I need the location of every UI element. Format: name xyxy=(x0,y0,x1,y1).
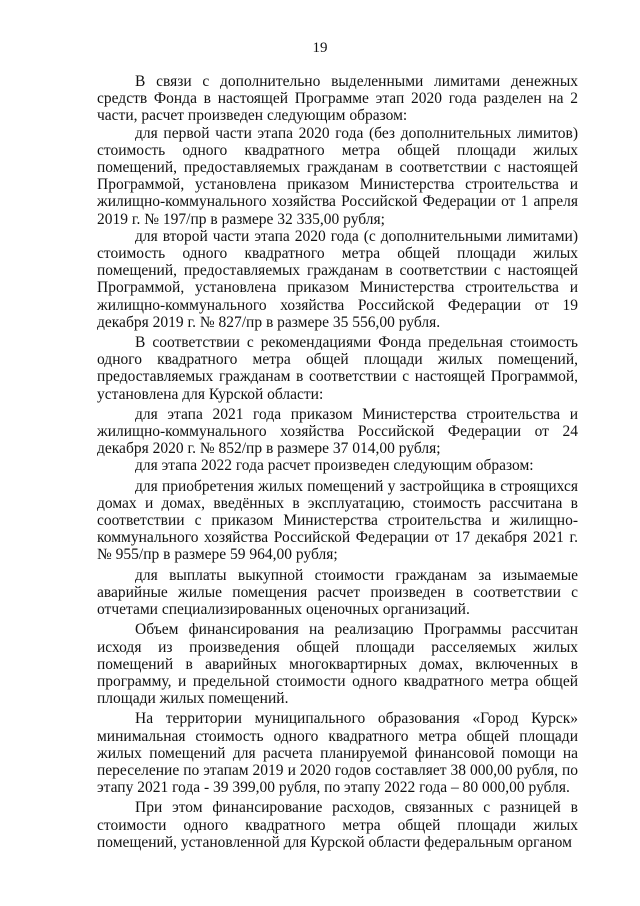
paragraph-cost-difference: При этом финансирование расходов, связанных с разницей в стоимости одного квадратного метра общей площади жилых помещений, установленной для Курской области федеральным органом xyxy=(97,799,578,851)
paragraph-developer-purchase: для приобретения жилых помещений у застройщика в строящихся домах и домах, введённых в эксплуатацию, стоимость рассчитана в соответствии с приказом Министерства строительства и жилищно-коммунального хозяйства Российской Федерации от 17 декабря 2021 г. № 955/пр в размере 59 964,00 рубля; xyxy=(97,477,578,564)
paragraph-financing-volume: Объем финансирования на реализацию Программы рассчитан исходя из произведения общей площади расселяемых жилых помещений в аварийных многоквартирных домах, включенных в программу, и предельной стоимости одного квадратного метра общей площади жилых помещений. xyxy=(97,621,578,708)
paragraph-2020-part-1: для первой части этапа 2020 года (без дополнительных лимитов) стоимость одного квадратного метра общей площади жилых помещений, предоставляемых гражданам в соответствии с настоящей Программой, установлена приказом Министерства строительства и жилищно-коммунального хозяйства Российской Федерации от 1 апреля 2019 г. № 197/пр в размере 32 335,00 рубля; xyxy=(97,124,578,228)
paragraph-buyout-payment: для выплаты выкупной стоимости гражданам за изымаемые аварийные жилые помещения расчет произведен в соответствии с отчетами специализированных оценочных организаций. xyxy=(97,566,578,619)
paragraph-kursk-minimum-cost: На территории муниципального образования «Город Курск» минимальная стоимость одного квадратного метра общей площади жилых помещений для расчета планируемой финансовой помощи на переселение по этапам 2019 и 2020 годов составляет 38 000,00 рубля, по этапу 2021 года - 39 399,00 рубля, по этапу 2022 года – 80 000,00 рубля. xyxy=(97,710,578,797)
paragraph-intro: В связи с дополнительно выделенными лимитами денежных средств Фонда в настоящей Программе этап 2020 года разделен на 2 части, расчет произведен следующим образом: xyxy=(97,73,578,125)
paragraph-2022-stage: для этапа 2022 года расчет произведен следующим образом: xyxy=(135,457,534,475)
paragraph-fund-recommendations: В соответствии с рекомендациями Фонда предельная стоимость одного квадратного метра общей площади жилых помещений, предоставляемых гражданам в соответствии с настоящей Программой, установлена для Курской области: xyxy=(97,334,578,403)
page-number: 19 xyxy=(312,40,328,56)
paragraph-2020-part-2: для второй части этапа 2020 года (с дополнительными лимитами) стоимость одного квадратного метра общей площади жилых помещений, предоставляемых гражданам в соответствии с настоящей Программой, установлена приказом Министерства строительства и жилищно-коммунального хозяйства Российской Федерации от 19 декабря 2019 г. № 827/пр в размере 35 556,00 рубля. xyxy=(97,227,578,331)
document-body xyxy=(97,73,578,851)
paragraph-2021-stage: для этапа 2021 года приказом Министерства строительства и жилищно-коммунального хозяйства Российской Федерации от 24 декабря 2020 г. № 852/пр в размере 37 014,00 рубля; xyxy=(97,405,578,458)
